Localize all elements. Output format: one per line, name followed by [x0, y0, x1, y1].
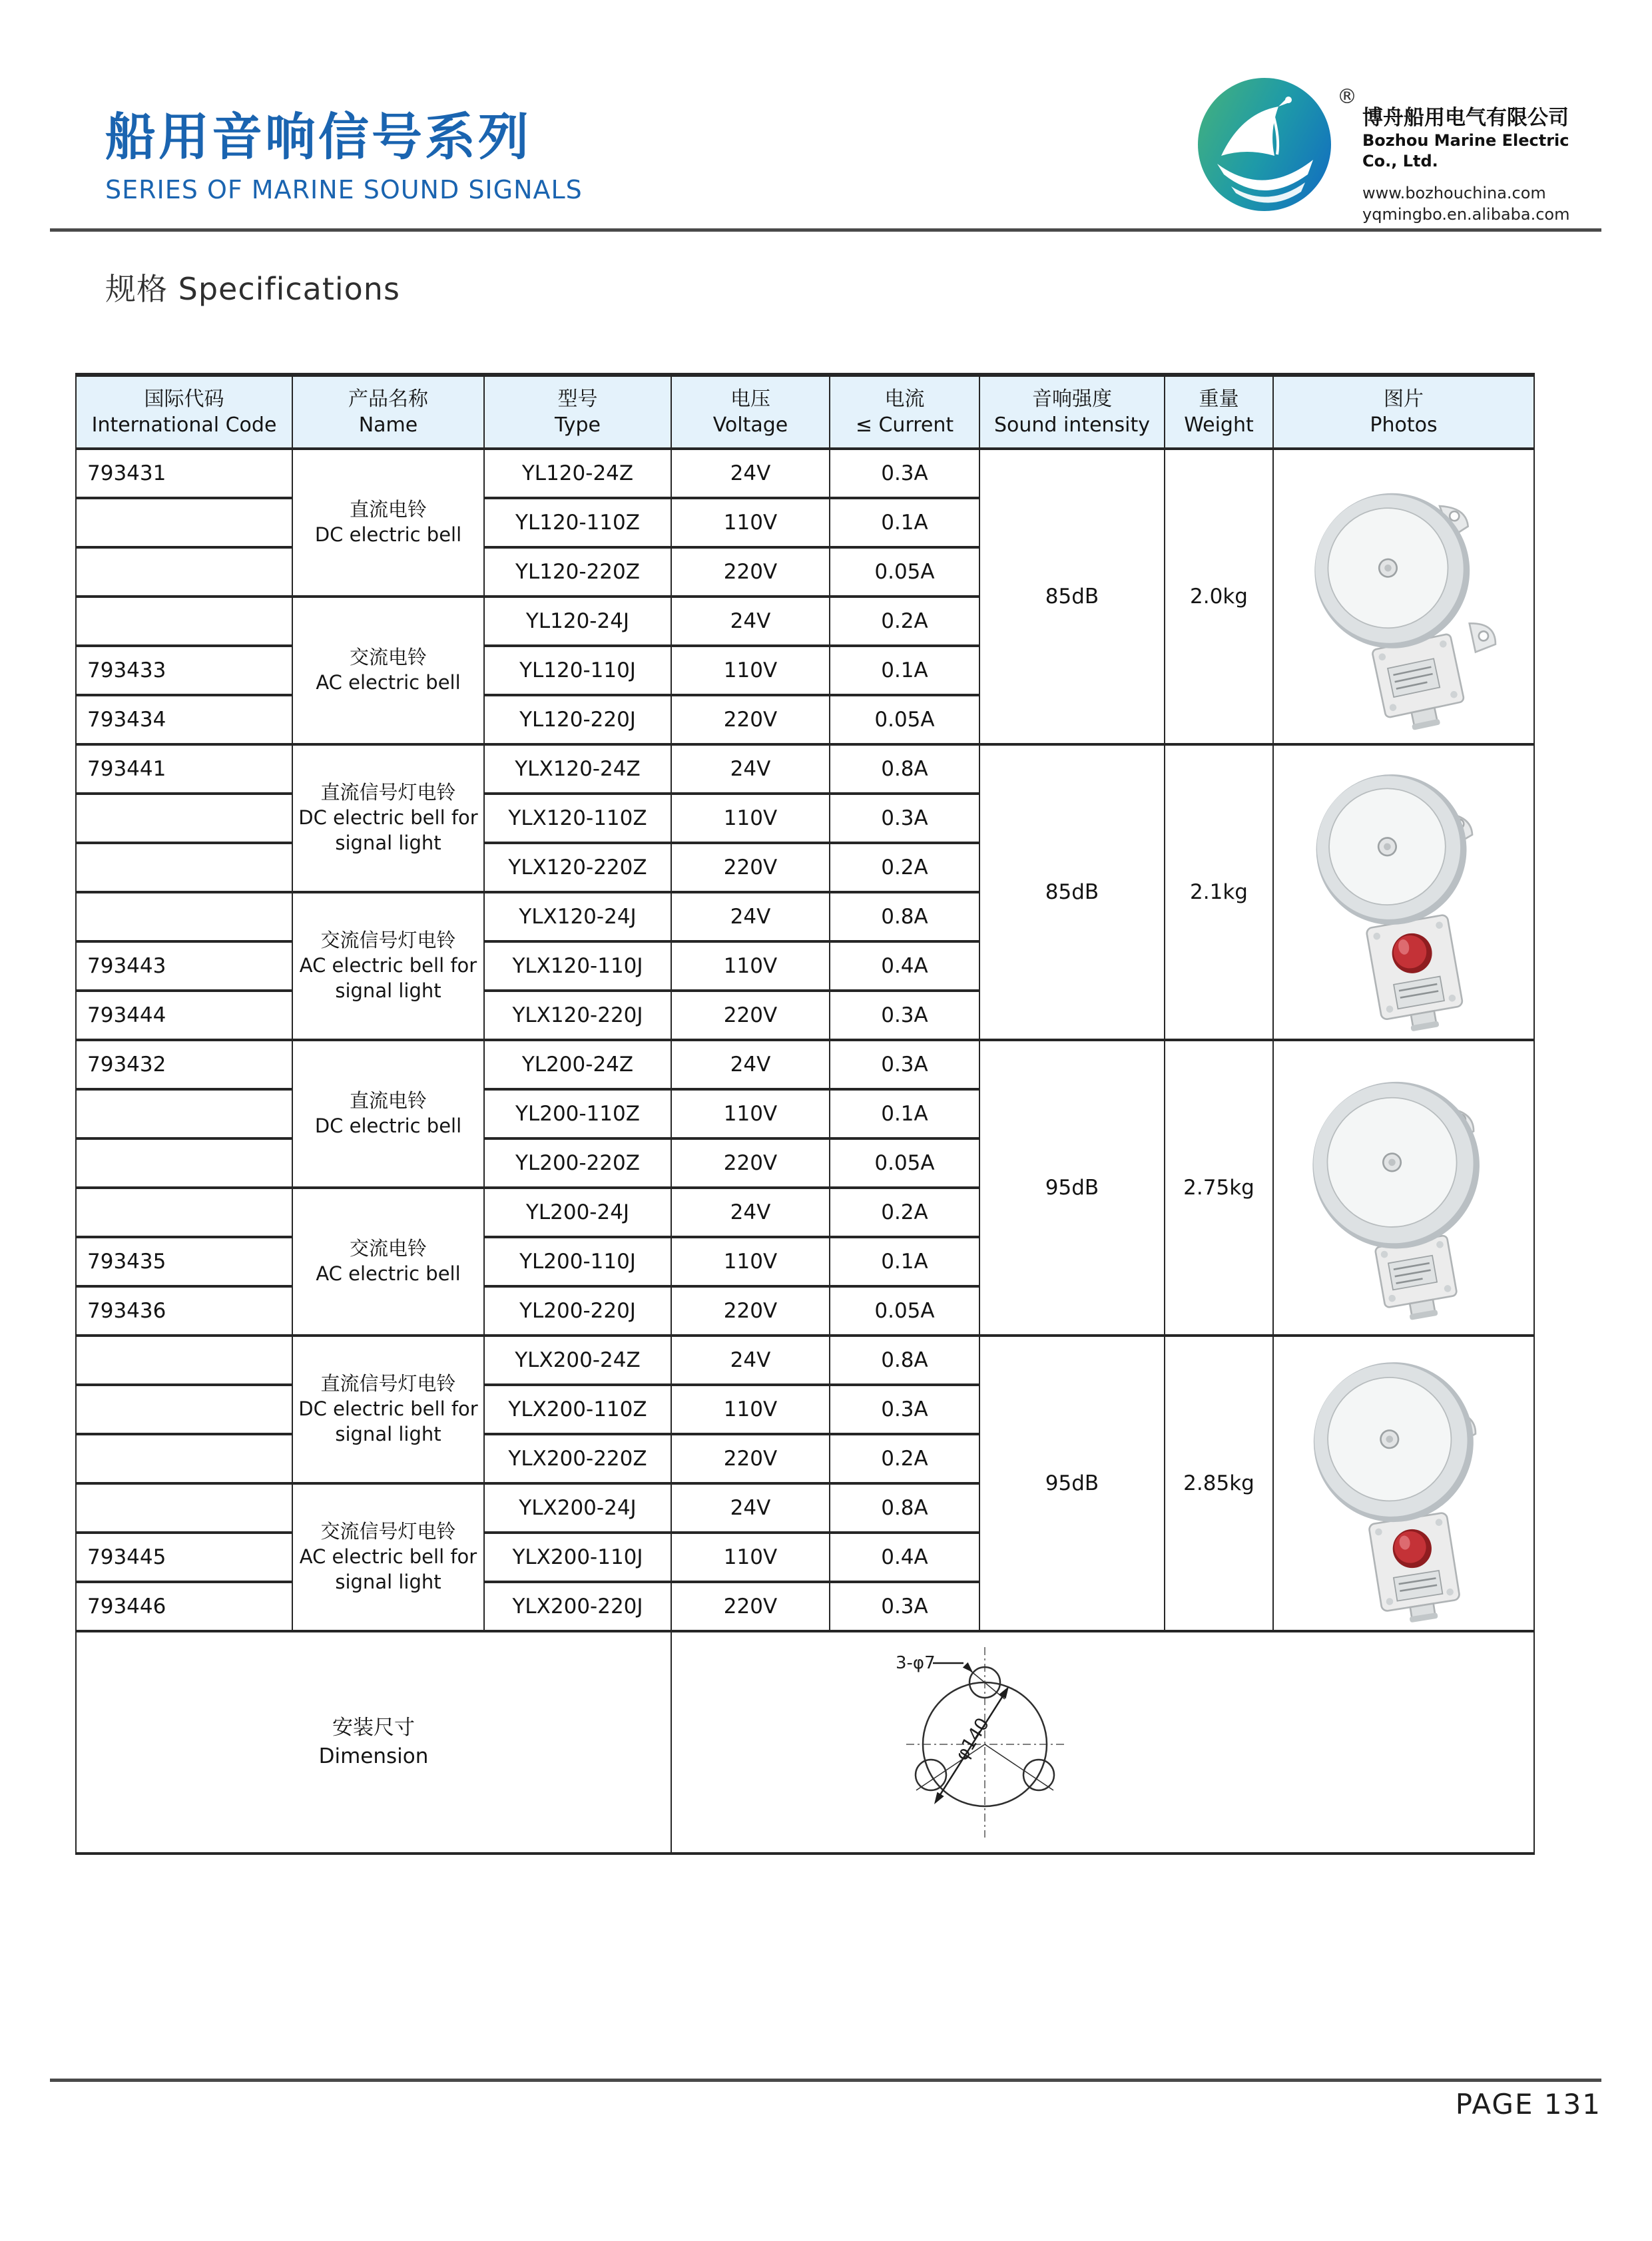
cell-voltage: 24V	[671, 892, 830, 941]
cell-voltage: 110V	[671, 1089, 830, 1138]
product-block-yl200	[76, 1040, 1534, 1336]
cell-code	[76, 892, 292, 941]
cell-voltage: 110V	[671, 1533, 830, 1582]
registered-trademark-icon: ®	[1337, 85, 1357, 109]
cell-voltage: 220V	[671, 695, 830, 744]
cell-voltage: 110V	[671, 646, 830, 695]
cell-voltage: 24V	[671, 1040, 830, 1089]
product-photo-bell-icon	[1304, 1053, 1504, 1323]
cell-current: 0.05A	[830, 1138, 979, 1188]
cell-current: 0.05A	[830, 695, 979, 744]
cell-code: 793444	[76, 991, 292, 1040]
cell-code	[76, 1138, 292, 1188]
cell-type: YL120-24J	[484, 597, 671, 646]
cell-type: YLX120-110Z	[484, 794, 671, 843]
cell-type: YLX200-24Z	[484, 1336, 671, 1385]
cell-current: 0.8A	[830, 744, 979, 794]
cell-type: YLX120-220Z	[484, 843, 671, 892]
cell-current: 0.1A	[830, 1089, 979, 1138]
cell-code	[76, 1385, 292, 1434]
table-row	[76, 1040, 1534, 1089]
cell-current: 0.3A	[830, 449, 979, 498]
product-photo-bell-icon	[1304, 461, 1504, 732]
cell-photo	[1273, 1040, 1534, 1336]
col-header-weight: 重量 Weight	[1165, 375, 1273, 449]
cell-photo	[1273, 1336, 1534, 1631]
holes-dimension-label: 3-φ7	[896, 1653, 936, 1673]
cell-code: 793441	[76, 744, 292, 794]
cell-name: 交流信号灯电铃 AC electric bell for signal light	[292, 892, 484, 1040]
cell-sound-intensity: 85dB	[979, 449, 1165, 744]
cell-type: YL200-110Z	[484, 1089, 671, 1138]
cell-code: 793436	[76, 1286, 292, 1336]
product-photo-bell-signal-light-icon	[1304, 1342, 1504, 1624]
cell-current: 0.4A	[830, 1533, 979, 1582]
cell-voltage: 110V	[671, 1385, 830, 1434]
section-title: 规格 Specifications	[105, 271, 400, 307]
cell-type: YLX200-110Z	[484, 1385, 671, 1434]
cell-code: 793434	[76, 695, 292, 744]
cell-name: 直流电铃 DC electric bell	[292, 1040, 484, 1188]
dimension-label: 安装尺寸 Dimension	[76, 1631, 671, 1854]
cell-current: 0.3A	[830, 1385, 979, 1434]
diameter-dimension-label: φ140	[952, 1714, 994, 1765]
cell-type: YLX120-110J	[484, 941, 671, 991]
dimension-drawing-cell	[671, 1631, 1534, 1854]
page-number: PAGE 131	[1455, 2088, 1601, 2120]
cell-current: 0.1A	[830, 1237, 979, 1286]
sailboat-logo-icon	[1195, 75, 1334, 214]
cell-current: 0.05A	[830, 1286, 979, 1336]
company-name-zh: 博舟船用电气有限公司	[1362, 106, 1569, 130]
cell-code	[76, 794, 292, 843]
header-divider	[50, 228, 1601, 232]
cell-type: YL120-220J	[484, 695, 671, 744]
col-header-name: 产品名称 Name	[292, 375, 484, 449]
cell-current: 0.2A	[830, 1434, 979, 1483]
cell-type: YLX200-220Z	[484, 1434, 671, 1483]
cell-type: YLX200-220J	[484, 1582, 671, 1631]
cell-current: 0.8A	[830, 1483, 979, 1533]
cell-code	[76, 843, 292, 892]
cell-current: 0.2A	[830, 1188, 979, 1237]
cell-current: 0.1A	[830, 498, 979, 547]
cell-current: 0.8A	[830, 892, 979, 941]
cell-name: 交流电铃 AC electric bell	[292, 1188, 484, 1336]
cell-current: 0.8A	[830, 1336, 979, 1385]
cell-type: YLX200-24J	[484, 1483, 671, 1533]
cell-code	[76, 1089, 292, 1138]
cell-current: 0.3A	[830, 794, 979, 843]
product-block-ylx200	[76, 1336, 1534, 1631]
cell-name: 直流电铃 DC electric bell	[292, 449, 484, 597]
cell-name: 直流信号灯电铃 DC electric bell for signal light	[292, 1336, 484, 1483]
cell-voltage: 220V	[671, 547, 830, 597]
cell-type: YL120-110Z	[484, 498, 671, 547]
cell-code	[76, 1434, 292, 1483]
cell-current: 0.4A	[830, 941, 979, 991]
cell-voltage: 24V	[671, 1483, 830, 1533]
cell-name: 交流电铃 AC electric bell	[292, 597, 484, 744]
cell-current: 0.3A	[830, 1040, 979, 1089]
cell-voltage: 110V	[671, 794, 830, 843]
cell-voltage: 220V	[671, 1434, 830, 1483]
cell-current: 0.1A	[830, 646, 979, 695]
cell-sound-intensity: 95dB	[979, 1336, 1165, 1631]
product-block-yl120	[76, 449, 1534, 744]
col-header-voltage: 电压 Voltage	[671, 375, 830, 449]
cell-type: YL200-110J	[484, 1237, 671, 1286]
cell-code	[76, 498, 292, 547]
footer-divider	[50, 2079, 1601, 2082]
company-logo	[1195, 75, 1334, 214]
cell-current: 0.2A	[830, 597, 979, 646]
page-title-zh: 船用音响信号系列	[105, 107, 531, 166]
cell-type: YL200-220Z	[484, 1138, 671, 1188]
dimension-row	[76, 1631, 1534, 1854]
col-header-sound-intensity: 音响强度 Sound intensity	[979, 375, 1165, 449]
cell-sound-intensity: 95dB	[979, 1040, 1165, 1336]
cell-current: 0.2A	[830, 843, 979, 892]
cell-weight: 2.75kg	[1165, 1040, 1273, 1336]
cell-code: 793446	[76, 1582, 292, 1631]
product-block-ylx120	[76, 744, 1534, 1040]
cell-voltage: 110V	[671, 1237, 830, 1286]
cell-voltage: 220V	[671, 1138, 830, 1188]
cell-code	[76, 1336, 292, 1385]
cell-type: YL200-220J	[484, 1286, 671, 1336]
col-header-current: 电流 ≤ Current	[830, 375, 979, 449]
company-url-2: yqmingbo.en.alibaba.com	[1362, 205, 1570, 224]
cell-code	[76, 1188, 292, 1237]
cell-type: YL200-24Z	[484, 1040, 671, 1089]
cell-weight: 2.1kg	[1165, 744, 1273, 1040]
cell-voltage: 110V	[671, 498, 830, 547]
cell-voltage: 220V	[671, 843, 830, 892]
company-name-en: Bozhou Marine Electric Co., Ltd.	[1362, 130, 1569, 170]
cell-voltage: 24V	[671, 449, 830, 498]
specifications-table	[75, 373, 1535, 1855]
cell-type: YL120-110J	[484, 646, 671, 695]
cell-code	[76, 547, 292, 597]
cell-voltage: 24V	[671, 597, 830, 646]
table-row	[76, 744, 1534, 794]
cell-code: 793433	[76, 646, 292, 695]
cell-photo	[1273, 449, 1534, 744]
col-header-type: 型号 Type	[484, 375, 671, 449]
cell-voltage: 24V	[671, 1188, 830, 1237]
mounting-dimension-drawing	[872, 1639, 1098, 1846]
cell-code: 793445	[76, 1533, 292, 1582]
cell-voltage: 220V	[671, 991, 830, 1040]
cell-code	[76, 597, 292, 646]
table-header-row	[76, 375, 1534, 449]
cell-voltage: 220V	[671, 1582, 830, 1631]
dimension-section	[76, 1631, 1534, 1854]
cell-type: YLX200-110J	[484, 1533, 671, 1582]
cell-type: YL120-220Z	[484, 547, 671, 597]
cell-code: 793431	[76, 449, 292, 498]
col-header-international-code: 国际代码 International Code	[76, 375, 292, 449]
company-info	[1362, 107, 1589, 226]
cell-code	[76, 1483, 292, 1533]
col-header-photos: 图片 Photos	[1273, 375, 1534, 449]
cell-type: YL200-24J	[484, 1188, 671, 1237]
cell-weight: 2.0kg	[1165, 449, 1273, 744]
cell-name: 直流信号灯电铃 DC electric bell for signal light	[292, 744, 484, 892]
cell-voltage: 110V	[671, 941, 830, 991]
cell-weight: 2.85kg	[1165, 1336, 1273, 1631]
cell-type: YLX120-24J	[484, 892, 671, 941]
table-row	[76, 1336, 1534, 1385]
cell-sound-intensity: 85dB	[979, 744, 1165, 1040]
page-title-en: SERIES OF MARINE SOUND SIGNALS	[105, 175, 583, 204]
company-url-1: www.bozhouchina.com	[1362, 184, 1546, 203]
cell-voltage: 24V	[671, 1336, 830, 1385]
cell-name: 交流信号灯电铃 AC electric bell for signal light	[292, 1483, 484, 1631]
product-photo-bell-signal-light-icon	[1304, 751, 1504, 1033]
cell-type: YLX120-24Z	[484, 744, 671, 794]
cell-current: 0.3A	[830, 991, 979, 1040]
cell-type: YLX120-220J	[484, 991, 671, 1040]
cell-code: 793432	[76, 1040, 292, 1089]
cell-type: YL120-24Z	[484, 449, 671, 498]
cell-code: 793435	[76, 1237, 292, 1286]
cell-current: 0.05A	[830, 547, 979, 597]
cell-current: 0.3A	[830, 1582, 979, 1631]
cell-code: 793443	[76, 941, 292, 991]
cell-photo	[1273, 744, 1534, 1040]
cell-voltage: 24V	[671, 744, 830, 794]
table-row	[76, 449, 1534, 498]
cell-voltage: 220V	[671, 1286, 830, 1336]
